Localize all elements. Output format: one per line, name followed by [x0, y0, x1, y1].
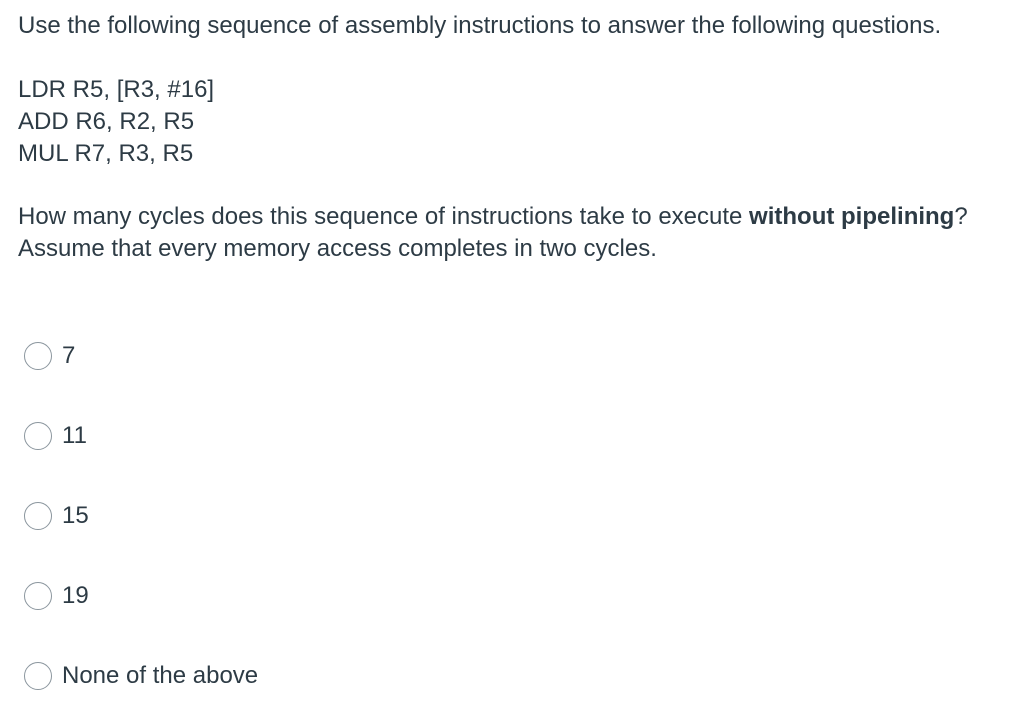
question-prompt: [18, 201, 1008, 265]
prompt-bold-text: without pipelining: [749, 203, 955, 230]
radio-button-icon[interactable]: [24, 502, 52, 530]
answer-option-none[interactable]: [24, 656, 724, 696]
answer-option-15[interactable]: [24, 496, 724, 536]
radio-button-icon[interactable]: [24, 342, 52, 370]
assembly-line-1: LDR R5, [R3, #16]: [18, 76, 215, 103]
answer-options: [24, 336, 724, 696]
answer-label: None of the above: [62, 662, 259, 689]
assembly-line-3: MUL R7, R3, R5: [18, 140, 194, 167]
answer-label: 15: [62, 502, 89, 529]
assembly-code-block: [18, 74, 1008, 170]
answer-label: 11: [62, 422, 87, 449]
answer-option-11[interactable]: [24, 416, 724, 456]
assembly-line-2: ADD R6, R2, R5: [18, 108, 195, 135]
question-intro: Use the following sequence of assembly instructions to answer the following questions.: [18, 12, 942, 39]
question-body: [18, 10, 1008, 265]
radio-button-icon[interactable]: [24, 582, 52, 610]
prompt-text-start: How many cycles does this sequence of instructions take to execute: [18, 203, 750, 230]
answer-option-7[interactable]: [24, 336, 724, 376]
radio-button-icon[interactable]: [24, 662, 52, 690]
radio-button-icon[interactable]: [24, 422, 52, 450]
answer-label: 7: [62, 342, 76, 369]
prompt-text-end: ? Assume that every memory access completes in two cycles.: [18, 203, 968, 262]
answer-label: 19: [62, 582, 89, 609]
answer-option-19[interactable]: [24, 576, 724, 616]
